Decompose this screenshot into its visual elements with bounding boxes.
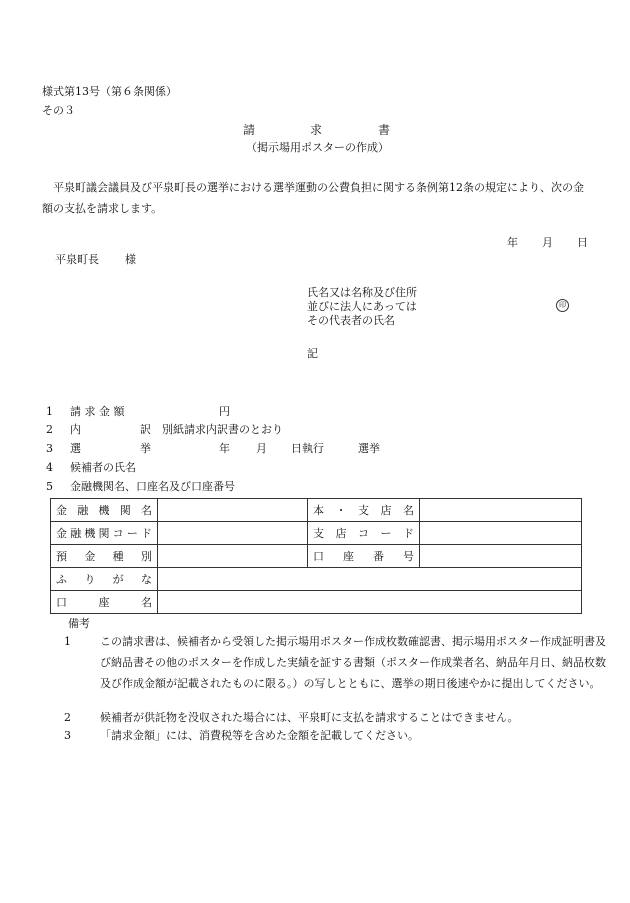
deposit-type-label: 預金種別 xyxy=(51,545,158,568)
furigana-field[interactable] xyxy=(158,568,582,591)
item-3-label-a: 選 xyxy=(70,442,81,455)
intro-paragraph: 平泉町議会議員及び平泉町長の選挙における選挙運動の公費負担に関する条例第12条の規定により、次の金額の支払を請求します。 xyxy=(42,181,584,215)
institution-code-field[interactable] xyxy=(158,522,308,545)
addressee-honorific: 様 xyxy=(125,253,136,266)
seal-mark: 印 xyxy=(556,299,569,312)
account-number-label: 口座番号 xyxy=(308,545,420,568)
claimant-line-1: 氏名又は名称及び住所 xyxy=(307,286,417,299)
branch-code-field[interactable] xyxy=(420,522,582,545)
item-5-number: 5 xyxy=(46,480,53,493)
note-1 xyxy=(64,631,610,694)
item-3-election: 選挙 xyxy=(358,442,380,455)
item-4-number: 4 xyxy=(46,461,53,474)
item-3-label-b: 挙 xyxy=(140,442,151,455)
table-row xyxy=(51,499,582,522)
note-2-text: 候補者が供託物を没収された場合には、平泉町に支払を請求することはできません。 xyxy=(100,711,519,724)
item-2-number: 2 xyxy=(46,423,53,436)
account-number-field[interactable] xyxy=(420,545,582,568)
branch-label: 本・支店名 xyxy=(308,499,420,522)
furigana-label: ふりがな xyxy=(51,568,158,591)
claimant-line-3: その代表者の氏名 xyxy=(307,314,395,327)
claimant-line-2: 並びに法人にあっては xyxy=(307,300,417,313)
table-row xyxy=(51,522,582,545)
title-char-3: 書 xyxy=(378,123,391,137)
date-year: 年 xyxy=(507,236,518,249)
item-1-number: 1 xyxy=(46,405,53,418)
note-3 xyxy=(64,725,610,746)
item-3-day: 日執行 xyxy=(291,442,324,455)
financial-institution-field[interactable] xyxy=(158,499,308,522)
item-4-label: 候補者の氏名 xyxy=(70,461,136,474)
form-number: 様式第13号（第６条関係） xyxy=(42,85,177,98)
date-month: 月 xyxy=(542,236,553,249)
item-1-label: 請 求 金 額 xyxy=(70,405,125,418)
item-3-year: 年 xyxy=(219,442,230,455)
bank-account-table xyxy=(50,498,582,614)
table-row xyxy=(51,591,582,614)
financial-institution-label: 金融機関名 xyxy=(51,499,158,522)
item-2-label-a: 内 xyxy=(70,423,81,436)
document-subtitle: （掲示場用ポスターの作成） xyxy=(246,141,389,154)
branch-field[interactable] xyxy=(420,499,582,522)
addressee-name: 平泉町長 xyxy=(55,253,99,266)
note-1-number: 1 xyxy=(64,635,71,648)
note-3-number: 3 xyxy=(64,729,71,742)
item-3-number: 3 xyxy=(46,442,53,455)
item-3-month: 月 xyxy=(256,442,267,455)
note-1-text: この請求書は、候補者から受領した掲示場用ポスター作成枚数確認書、掲示場用ポスター作成証明書及び納品書その他のポスターを作成した実績を証する書類（ポスター作成業者名、納品年月日、納品枚数及び作成金額が記載されたものに限る。）の写しとともに、選挙の期日後速やかに提出してください。 xyxy=(100,635,606,690)
note-2-number: 2 xyxy=(64,711,71,724)
ki-heading: 記 xyxy=(307,347,318,360)
item-2-label-b: 訳 xyxy=(140,423,151,436)
notes-heading: 備考 xyxy=(68,617,90,630)
deposit-type-field[interactable] xyxy=(158,545,308,568)
note-3-text: 「請求金額」には、消費税等を含めた金額を記載してください。 xyxy=(100,729,419,742)
table-row xyxy=(51,545,582,568)
date-day: 日 xyxy=(577,236,588,249)
item-1-yen: 円 xyxy=(219,405,230,418)
account-name-field[interactable] xyxy=(158,591,582,614)
title-char-2: 求 xyxy=(310,123,323,137)
institution-code-label: 金融機関コード xyxy=(51,522,158,545)
branch-code-label: 支店コード xyxy=(308,522,420,545)
account-name-label: 口座名 xyxy=(51,591,158,614)
item-2-value: 別紙請求内訳書のとおり xyxy=(162,423,283,436)
title-char-1: 請 xyxy=(243,123,256,137)
item-5-label: 金融機関名、口座名及び口座番号 xyxy=(70,480,235,493)
table-row xyxy=(51,568,582,591)
form-part: その３ xyxy=(42,104,75,117)
